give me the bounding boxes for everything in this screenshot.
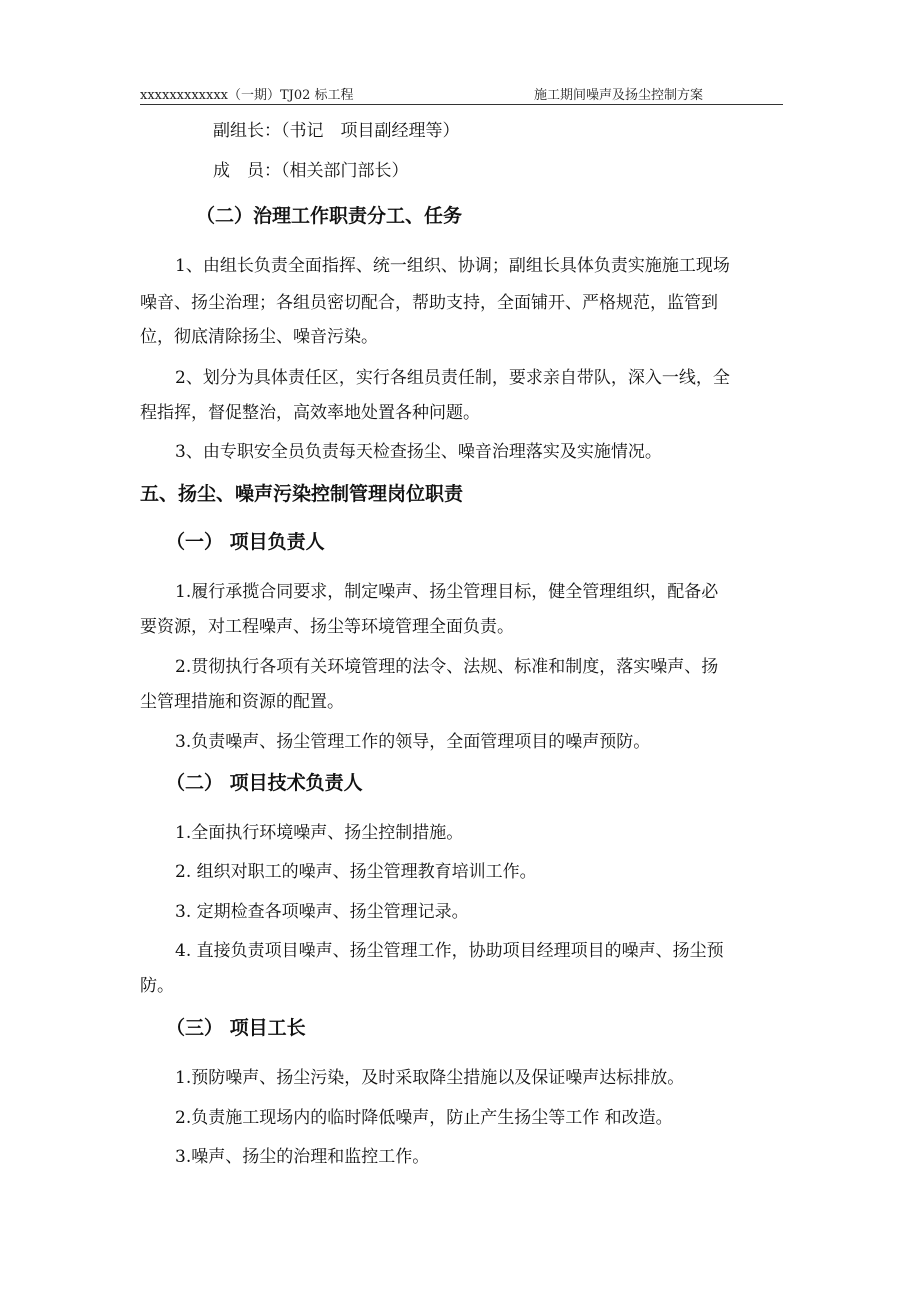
header-project-title: xxxxxxxxxxxx（一期）TJ02 标工程 bbox=[140, 88, 354, 103]
paragraph-line: 位，彻底清除扬尘、噪音污染。 bbox=[140, 327, 378, 347]
paragraph-line: 尘管理措施和资源的配置。 bbox=[140, 692, 344, 712]
paragraph-line: 1.预防噪声、扬尘污染，及时采取降尘措施以及保证噪声达标排放。 bbox=[175, 1068, 685, 1088]
paragraph-line: 程指挥，督促整治，高效率地处置各种问题。 bbox=[140, 403, 480, 423]
paragraph-line: 2. 组织对职工的噪声、扬尘管理教育培训工作。 bbox=[175, 862, 537, 882]
paragraph-line: 3. 定期检查各项噪声、扬尘管理记录。 bbox=[175, 902, 469, 922]
paragraph-line: 要资源，对工程噪声、扬尘等环境管理全面负责。 bbox=[140, 617, 514, 637]
paragraph-line: 防。 bbox=[140, 976, 174, 996]
paragraph-line: 2.贯彻执行各项有关环境管理的法令、法规、标准和制度，落实噪声、扬 bbox=[175, 657, 719, 677]
paragraph-line: 2、划分为具体责任区，实行各组员责任制，要求亲自带队，深入一线，全 bbox=[175, 368, 730, 388]
vice-leader-line: 副组长：（书记 项目副经理等） bbox=[213, 121, 460, 141]
paragraph-line: 2.负责施工现场内的临时降低噪声，防止产生扬尘等工作 和改造。 bbox=[175, 1108, 673, 1128]
subheading-foreman: （三） 项目工长 bbox=[166, 1017, 306, 1039]
subheading-project-manager: （一） 项目负责人 bbox=[166, 531, 325, 553]
chapter-heading-responsibilities: 五、扬尘、噪声污染控制管理岗位职责 bbox=[140, 483, 464, 505]
paragraph-line: 3、由专职安全员负责每天检查扬尘、噪音治理落实及实施情况。 bbox=[175, 442, 662, 462]
members-line: 成 员：（相关部门部长） bbox=[213, 161, 409, 181]
paragraph-line: 3.噪声、扬尘的治理和监控工作。 bbox=[175, 1147, 430, 1167]
header-document-title: 施工期间噪声及扬尘控制方案 bbox=[534, 88, 704, 103]
paragraph-line: 噪音、扬尘治理；各组员密切配合，帮助支持，全面铺开、严格规范，监管到 bbox=[140, 293, 718, 313]
paragraph-line: 4. 直接负责项目噪声、扬尘管理工作，协助项目经理项目的噪声、扬尘预 bbox=[175, 941, 724, 961]
section-heading-duties: （二）治理工作职责分工、任务 bbox=[196, 205, 463, 227]
subheading-technical-lead: （二） 项目技术负责人 bbox=[166, 772, 363, 794]
paragraph-line: 1.履行承揽合同要求，制定噪声、扬尘管理目标，健全管理组织，配备必 bbox=[175, 582, 719, 602]
header-divider bbox=[140, 104, 783, 105]
paragraph-line: 3.负责噪声、扬尘管理工作的领导，全面管理项目的噪声预防。 bbox=[175, 732, 651, 752]
paragraph-line: 1.全面执行环境噪声、扬尘控制措施。 bbox=[175, 823, 464, 843]
paragraph-line: 1、由组长负责全面指挥、统一组织、协调；副组长具体负责实施施工现场 bbox=[175, 256, 730, 276]
